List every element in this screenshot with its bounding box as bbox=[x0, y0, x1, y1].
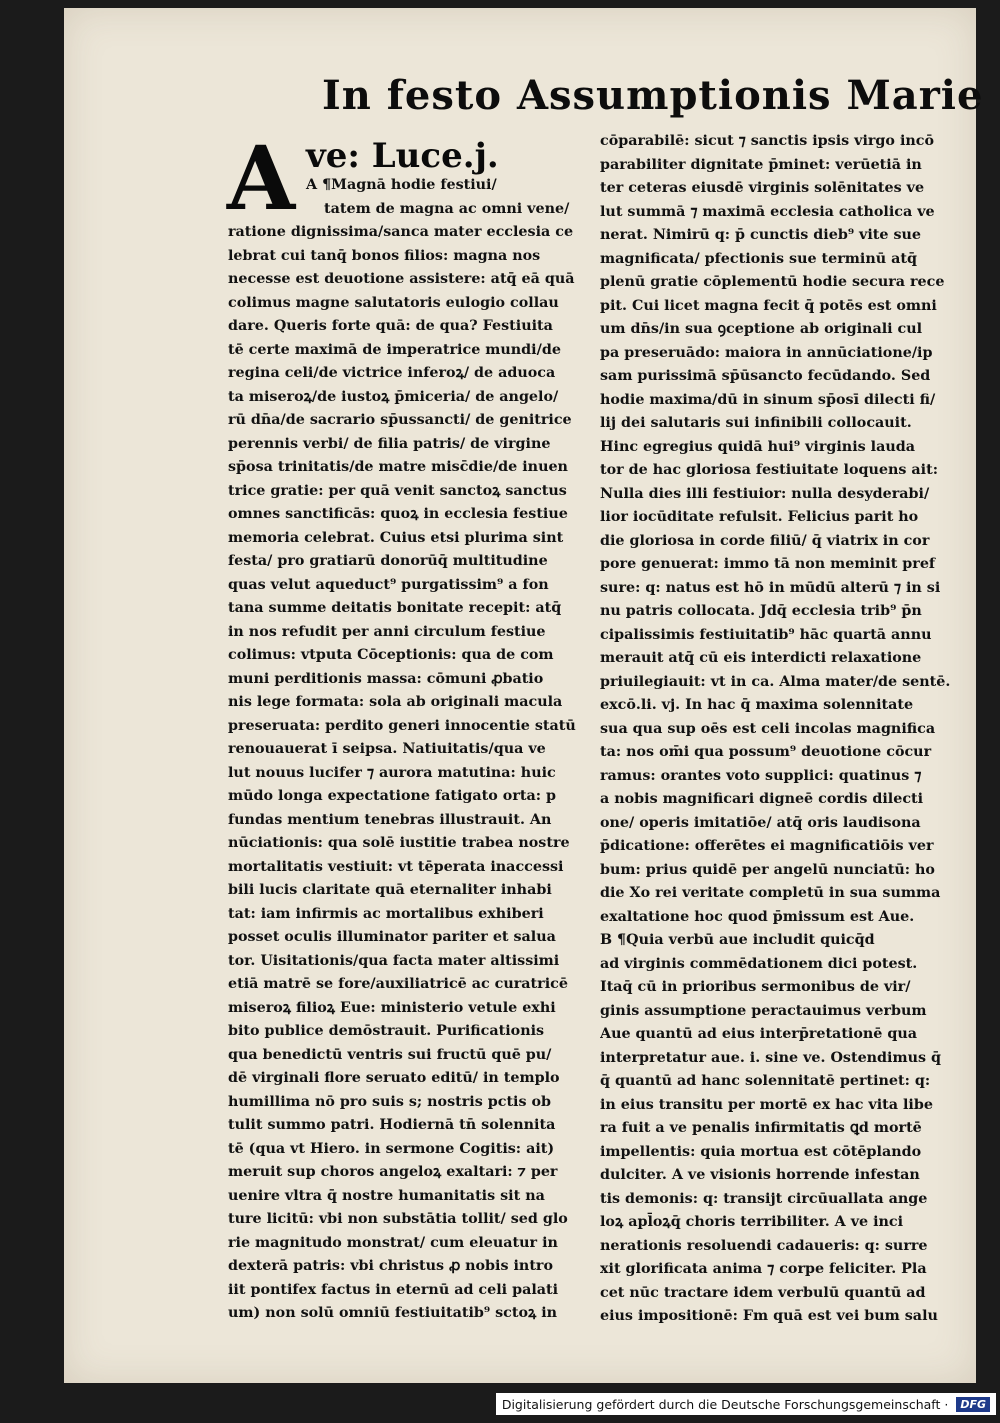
text-line: dexterā patris: vbi christus ꝓ nobis intro bbox=[228, 1258, 554, 1274]
text-line: nūciationis: qua solē iustitie trabea nostre bbox=[228, 835, 570, 851]
text-line: ginis assumptione peractauimus verbum bbox=[600, 1002, 927, 1019]
text-line: lij dei salutaris sui infinibili collocauit. bbox=[600, 415, 912, 431]
text-line: Hinc egregius quidā hui⁹ virginis lauda bbox=[600, 438, 916, 455]
text-line: perennis verbi/ de filia patris/ de virgine bbox=[228, 435, 551, 452]
text-line: plenū gratie cōplementū hodie secura rece bbox=[600, 274, 945, 290]
text-line: ramus: orantes voto supplici: quatinus ⁊ bbox=[600, 767, 922, 784]
text-line: trice gratie: per quā venit sanctoꝝ sanctus bbox=[228, 482, 567, 499]
text-line: ad virginis commēdationem dici potest. bbox=[600, 955, 918, 972]
footer-text: Digitalisierung gefördert durch die Deutsche Forschungsgemeinschaft · bbox=[501, 1396, 949, 1412]
text-line: sure: q: natus est hō in mūdū alterū ⁊ in si bbox=[600, 579, 941, 596]
text-line: lut summā ⁊ maximā ecclesia catholica ve bbox=[600, 203, 935, 220]
text-line: eius impositionē: Fm quā est vei bum salu bbox=[600, 1308, 938, 1324]
text-line: muni perditionis massa: cōmuni ꝓbatio bbox=[228, 670, 544, 687]
text-line: dare. Queris forte quā: de qua? Festiuita bbox=[228, 318, 553, 334]
text-line: cet nūc tractare idem verbulū quantū ad bbox=[600, 1284, 926, 1301]
text-line: festa/ pro gratiarū donorūq̄ multitudine bbox=[228, 553, 548, 569]
text-line: omnes sanctificās: quoꝝ in ecclesia festiue bbox=[228, 506, 568, 522]
text-line: mūdo longa expectatione fatigato orta: p bbox=[228, 788, 556, 804]
text-line: tis demonis: q: transijt circūuallata ange bbox=[600, 1190, 928, 1207]
text-line: fundas mentium tenebras illustrauit. An bbox=[228, 811, 552, 828]
text-line: priuilegiauit: vt in ca. Alma mater/de sentē. bbox=[600, 673, 951, 690]
text-line: Nulla dies illi festiuior: nulla desyderabi/ bbox=[600, 485, 930, 502]
text-line: rū dn̄a/de sacrario sp̄ussancti/ de genitrice bbox=[228, 412, 572, 428]
text-line: hodie maxima/dū in sinum sp̄osī dilecti fi/ bbox=[600, 391, 936, 408]
text-line: cōparabilē: sicut ⁊ sanctis ipsis virgo incō bbox=[600, 133, 935, 149]
text-line: pa preseruādo: maiora in annūciatione/ip bbox=[600, 344, 933, 361]
text-line: interpretatur aue. i. sine ve. Ostendimus q̄ bbox=[600, 1049, 942, 1066]
text-line: pit. Cui licet magna fecit q̄ potēs est omni bbox=[600, 297, 937, 314]
text-line: ta miseroꝝ/de iustoꝝ p̄miceria/ de angelo/ bbox=[228, 388, 559, 405]
text-line: p̄dicatione: offerētes ei magnificatiōis ver bbox=[600, 838, 934, 854]
text-line: meruit sup choros angeloꝝ exaltari: ⁊ per bbox=[228, 1164, 558, 1180]
text-line: tana summe deitatis bonitate recepit: atq̄ bbox=[228, 600, 562, 616]
text-line: die Xo rei veritate completū in sua summa bbox=[600, 885, 941, 901]
lesson-reference: ve: Luce.j. bbox=[306, 136, 499, 176]
text-line: tatem de magna ac omni vene/ bbox=[324, 200, 570, 217]
text-line: sua qua sup oēs est celi incolas magnifica bbox=[600, 720, 936, 737]
text-line: ratione dignissima/sanca mater ecclesia ce bbox=[228, 224, 574, 240]
text-line: tor de hac gloriosa festiuitate loquens ait: bbox=[600, 462, 938, 478]
text-line: dē virginali flore seruato editū/ in templo bbox=[228, 1070, 560, 1086]
text-line: qua benedictū ventris sui fructū quē pu/ bbox=[228, 1046, 552, 1063]
text-line: cipalissimis festiuitatib⁹ hāc quartā annu bbox=[600, 626, 932, 643]
text-line: tē certe maximā de imperatrice mundi/de bbox=[228, 341, 561, 358]
text-line: q̄ quantū ad hanc solennitatē pertinet: q: bbox=[600, 1073, 931, 1089]
text-line: Itaq̄ cū in prioribus sermonibus de vir/ bbox=[600, 979, 911, 995]
text-line: rie magnitudo monstrat/ cum eleuatur in bbox=[228, 1234, 558, 1251]
text-line: nis lege formata: sola ab originali macula bbox=[228, 694, 563, 710]
text-line: sp̄osa trinitatis/de matre misc̄die/de inuen bbox=[228, 459, 568, 475]
text-line: magnificata/ pfectionis sue terminū atq̄ bbox=[600, 250, 917, 267]
text-line: miseroꝝ filioꝝ Eue: ministerio vetule exhi bbox=[228, 999, 556, 1016]
text-line: tē (qua vt Hiero. in sermone Cogitis: ait) bbox=[228, 1140, 555, 1157]
text-line: mortalitatis vestiuit: vt tēperata inaccessi bbox=[228, 858, 564, 875]
text-line: bum: prius quidē per angelū nunciatū: ho bbox=[600, 861, 935, 878]
text-line: tat: iam infirmis ac mortalibus exhiberi bbox=[228, 905, 544, 922]
text-column-right bbox=[600, 130, 960, 1329]
text-line: sam purissimā sp̄ūsancto fecūdando. Sed bbox=[600, 368, 931, 384]
text-line: nerat. Nimirū q: p̄ cunctis dieb⁹ vite sue bbox=[600, 227, 922, 243]
text-line: bito publice demōstrauit. Purificationis bbox=[228, 1023, 545, 1039]
text-line: um dn̄s/in sua ꝯceptione ab originali cul bbox=[600, 321, 923, 337]
text-line: ter ceteras eiusdē virginis solēnitates ve bbox=[600, 180, 925, 196]
text-line: loꝝ apl̄oꝝq̄ choris terribiliter. A ve inci bbox=[600, 1214, 904, 1230]
text-line: lut nouus lucifer ⁊ aurora matutina: huic bbox=[228, 764, 556, 781]
text-line: nu patris collocata. Jdq̄ ecclesia trib⁹ p̄n bbox=[600, 603, 922, 619]
text-line: merauit atq̄ cū eis interdicti relaxatione bbox=[600, 650, 922, 666]
text-line: regina celi/de victrice inferoꝝ/ de aduoca bbox=[228, 365, 556, 381]
text-line: tor. Uisitationis/qua facta mater altissimi bbox=[228, 952, 560, 969]
text-line: colimus magne salutatoris eulogio collau bbox=[228, 294, 559, 311]
text-line: preseruata: perdito generi innocentie statū bbox=[228, 717, 576, 734]
text-line: B ¶Quia verbū aue includit quicq̄d bbox=[600, 932, 875, 948]
text-line: humillima nō pro suis s; nostris pctis ob bbox=[228, 1093, 552, 1110]
text-line: excō.li. vj. In hac q̄ maxima solennitate bbox=[600, 697, 914, 713]
text-line: quas velut aqueduct⁹ purgatissim⁹ a fon bbox=[228, 576, 549, 593]
text-line: impellentis: quia mortua est cōtēplando bbox=[600, 1143, 922, 1160]
text-line: uenire vltra q̄ nostre humanitatis sit na bbox=[228, 1187, 545, 1204]
text-line: xit glorificata anima ⁊ corpe feliciter. Pla bbox=[600, 1261, 927, 1277]
dfg-logo[interactable]: DFG bbox=[956, 1397, 990, 1412]
text-line: renouauerat ī seipsa. Natiuitatis/qua ve bbox=[228, 741, 546, 757]
text-line: die gloriosa in corde filiū/ q̄ viatrix in cor bbox=[600, 532, 930, 549]
footer-bar bbox=[496, 1393, 996, 1415]
text-line: pore genuerat: immo tā non meminit pref bbox=[600, 556, 936, 572]
text-line: necesse est deuotione assistere: atq̄ eā quā bbox=[228, 271, 575, 287]
text-line: lior iocūditate refulsit. Felicius parit ho bbox=[600, 509, 919, 525]
text-line: dulciter. A ve visionis horrende infestan bbox=[600, 1167, 920, 1183]
text-line: colimus: vtputa Cōceptionis: qua de com bbox=[228, 647, 554, 663]
text-line: bili lucis claritate quā eternaliter inhabi bbox=[228, 882, 552, 898]
text-line: ture licitū: vbi non substātia tollit/ sed glo bbox=[228, 1211, 568, 1227]
drop-cap-initial: A bbox=[226, 126, 296, 230]
text-line: tulit summo patri. Hodiernā tn̄ solennita bbox=[228, 1117, 556, 1133]
text-line: a nobis magnificari digneē cordis dilecti bbox=[600, 791, 924, 807]
text-line: ra fuit a ve penalis infirmitatis ꝗd mortē bbox=[600, 1120, 922, 1136]
text-line: lebrat cui tanq̄ bonos filios: magna nos bbox=[228, 247, 541, 264]
text-line: etiā matrē se fore/auxiliatricē ac curatricē bbox=[228, 976, 568, 992]
text-line: A ¶Magnā hodie festiui/ bbox=[306, 177, 497, 193]
text-line: one/ operis imitatiōe/ atq̄ oris laudisona bbox=[600, 814, 921, 831]
text-line: parabiliter dignitate p̄minet: verūetiā in bbox=[600, 156, 922, 173]
text-line: memoria celebrat. Cuius etsi plurima sint bbox=[228, 529, 564, 546]
text-line: um) non solū omniū festiuitatib⁹ sctoꝝ in bbox=[228, 1305, 558, 1321]
text-line: exaltatione hoc quod p̄missum est Aue. bbox=[600, 908, 915, 925]
text-line: posset oculis illuminator pariter et salua bbox=[228, 929, 556, 945]
text-line: in nos refudit per anni circulum festiue bbox=[228, 623, 546, 640]
text-line: Aue quantū ad eius interp̄retationē qua bbox=[600, 1026, 918, 1042]
text-line: in eius transitu per mortē ex hac vita libe bbox=[600, 1096, 933, 1113]
text-line: nerationis resoluendi cadaueris: q: surre bbox=[600, 1237, 928, 1254]
text-line: ta: nos om̄i qua possum⁹ deuotione cōcur bbox=[600, 744, 932, 760]
text-line: iit pontifex factus in eternū ad celi palati bbox=[228, 1281, 559, 1298]
text-column-left bbox=[226, 126, 588, 1326]
page-heading: In festo Assumptionis Marie bbox=[322, 72, 984, 119]
